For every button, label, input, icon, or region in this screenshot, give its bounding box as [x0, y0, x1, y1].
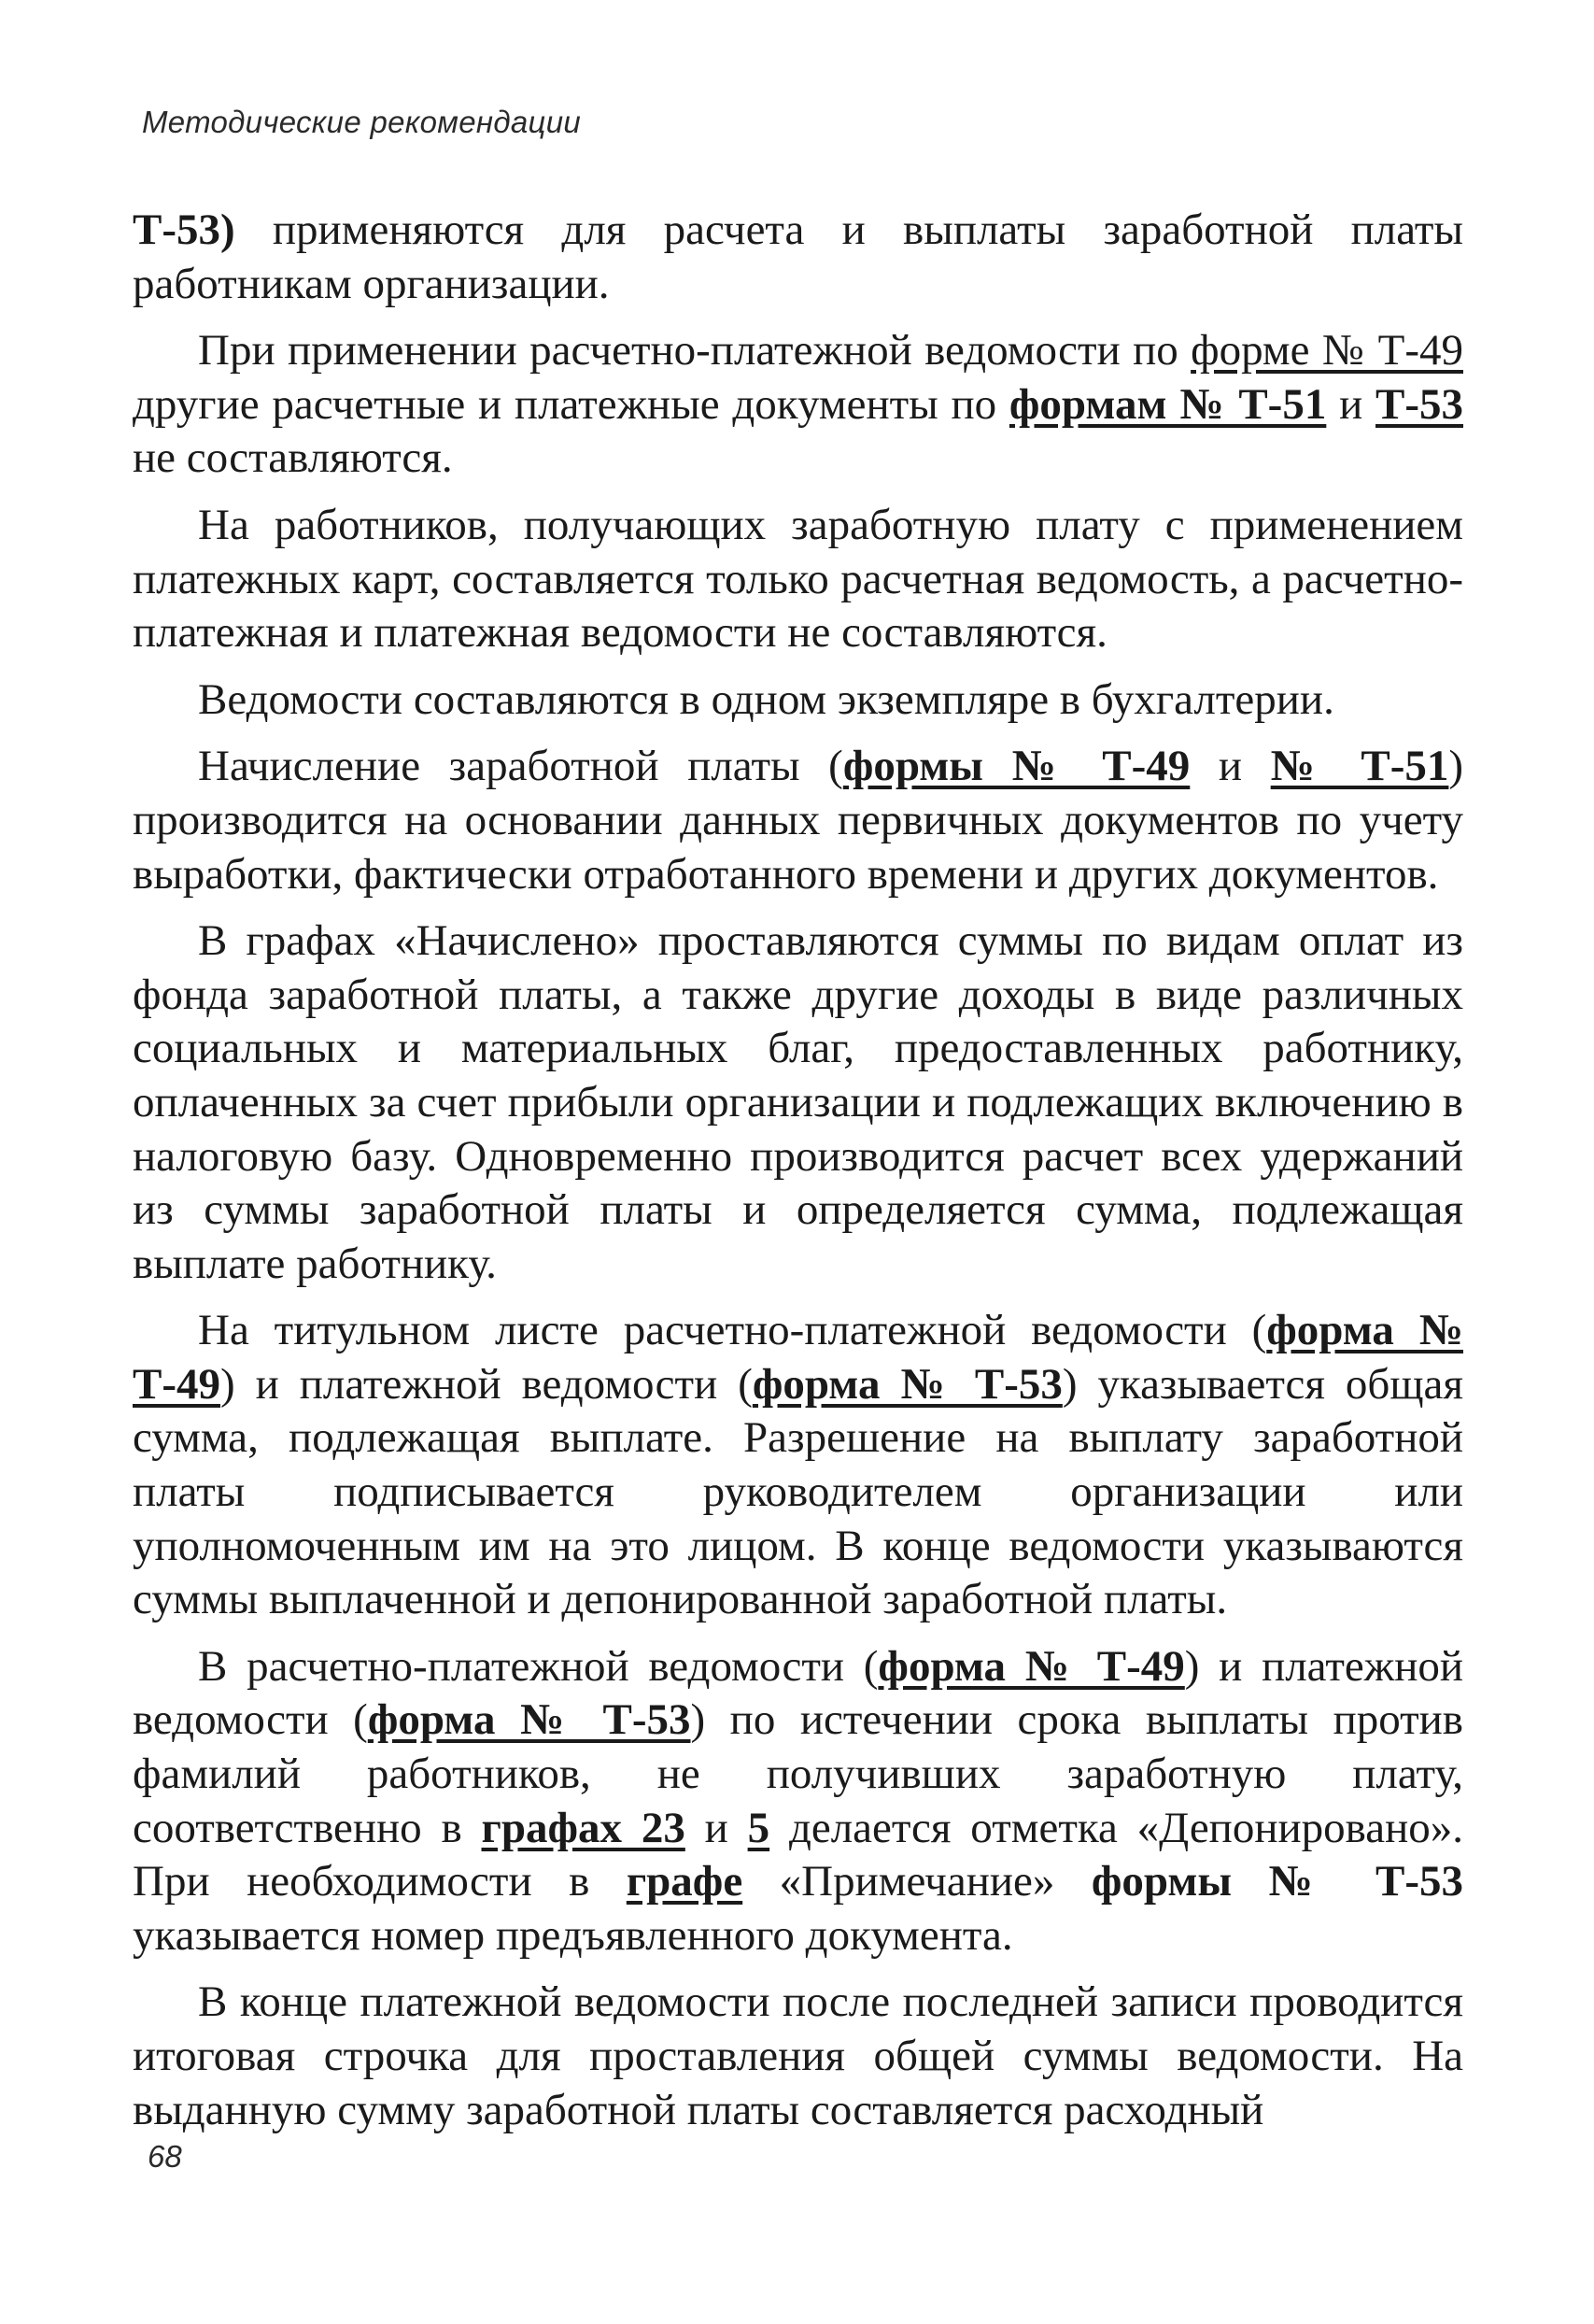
- text: ) и платежной ведомости (: [220, 1359, 753, 1409]
- form-link-label: форма № Т-49: [878, 1641, 1185, 1691]
- text: ) производится на основании данных первичных документов по учету выработки, фактически отработанного времени и других документов.: [133, 742, 1464, 899]
- form-link[interactable]: [1375, 380, 1463, 429]
- paragraph-8: [133, 1640, 1463, 1963]
- text: «Примечание»: [742, 1857, 1092, 1906]
- text: В расчетно-платежной ведомости (: [198, 1641, 879, 1691]
- bold-form-ref: Т-53): [133, 205, 235, 254]
- paragraph-7: [133, 1304, 1463, 1627]
- text: ) и платежной ведомости (: [133, 1641, 1463, 1745]
- text: ) указывается общая сумма, подлежащая выплате. Разрешение на выплату заработной платы подписывается руководителем организации или уполномоченным им на это лицом. В конце ведомости указываются суммы выплаченной и депонированной заработной платы.: [133, 1359, 1464, 1624]
- form-link-label: № Т-51: [1270, 742, 1449, 791]
- text: применяются для расчета и выплаты заработной платы работникам организации.: [133, 205, 1463, 308]
- form-link[interactable]: [1271, 742, 1449, 790]
- paragraph-1: [133, 204, 1463, 311]
- page-number: 68: [148, 2139, 182, 2174]
- form-link[interactable]: [843, 742, 1190, 790]
- form-link-label: форма № Т-53: [752, 1359, 1063, 1409]
- paragraph-2: [133, 324, 1463, 486]
- form-link-label: формы № Т-49: [842, 742, 1191, 791]
- paragraph-9: В конце платежной ведомости после последней записи проводится итоговая строчка для проставления общей суммы ведомости. На выданную сумму заработной платы составляется расходный: [133, 1977, 1463, 2134]
- text: и: [684, 1803, 748, 1852]
- form-link-label: Т-53: [1375, 379, 1463, 429]
- column-link-label: графе: [626, 1857, 743, 1906]
- text: При применении расчетно-платежной ведомости по: [198, 326, 1192, 376]
- text: другие расчетные и платежные документы по: [133, 379, 1009, 429]
- form-link-label: форма № Т-53: [367, 1695, 691, 1745]
- text: Начисление заработной платы (: [198, 742, 843, 791]
- text: не составляются.: [133, 433, 453, 483]
- paragraph-5: [133, 740, 1463, 901]
- body-text: [133, 204, 1463, 2137]
- column-link-label: графах 23: [481, 1803, 685, 1852]
- form-link[interactable]: [368, 1695, 691, 1744]
- text: ) по истечении срока выплаты против фамилий работников, не получивших заработную плату, соответственно в: [133, 1695, 1463, 1852]
- form-link[interactable]: [753, 1360, 1063, 1409]
- paragraph-4: Ведомости составляются в одном экземпляре в бухгалтерии.: [198, 674, 1334, 724]
- form-link-label: формам № Т-51: [1009, 379, 1327, 429]
- running-header: Методические рекомендации: [142, 105, 581, 139]
- column-link-label: 5: [747, 1803, 770, 1852]
- form-link-label: форма № Т-49: [133, 1306, 1463, 1409]
- text: и: [1190, 742, 1271, 791]
- paragraph-6: В графах «Начислено» проставляются суммы по видам оплат из фонда заработной платы, а также другие доходы в виде различных социальных и материальных благ, предоставленных работнику, оплаченных за счет прибыли организации и подлежащих включению в налоговую базу. Одновременно производится расчет всех удержаний из суммы заработной платы и определяется сумма, подлежащая выплате работнику.: [133, 916, 1463, 1288]
- text: указывается номер предъявленного документа.: [133, 1910, 1013, 1960]
- bold-form-ref: формы № Т-53: [1091, 1857, 1463, 1906]
- form-link[interactable]: форме № Т-49: [1191, 326, 1463, 376]
- text: делается отметка «Депонировано». При необходимости в: [133, 1803, 1463, 1906]
- column-link[interactable]: [627, 1857, 742, 1906]
- column-link[interactable]: [482, 1804, 685, 1852]
- column-link[interactable]: [748, 1804, 770, 1852]
- form-link[interactable]: [878, 1642, 1184, 1691]
- text: На титульном листе расчетно-платежной ведомости (: [198, 1306, 1267, 1355]
- form-link[interactable]: [1009, 380, 1326, 429]
- paragraph-3: На работников, получающих заработную плату с применением платежных карт, составляется только расчетная ведомость, а расчетно-платежная и платежная ведомости не составляются.: [133, 500, 1463, 658]
- text: и: [1326, 379, 1375, 429]
